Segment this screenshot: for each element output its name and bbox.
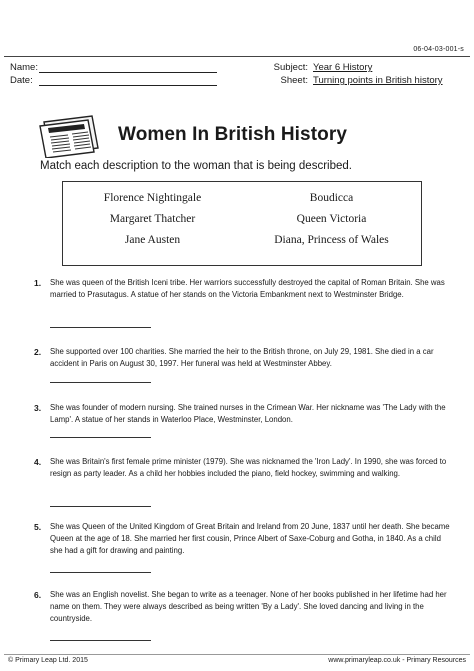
question-text: She was Queen of the United Kingdom of Great Britain and Ireland from 20 June, 1837 until her death. She became Queen at the age of 18. She married her first cousin, Prince Albert of Saxe-Coburg and Gotha, in 1840. As a child she had a gift for drawing and painting. (50, 522, 450, 555)
question-number: 2. (34, 347, 42, 357)
footer-copyright: © Primary Leap Ltd. 2015 (8, 657, 88, 664)
question-number: 6. (34, 590, 42, 600)
answer-line-2[interactable] (50, 382, 151, 383)
answer-line-5[interactable] (50, 572, 151, 573)
question-number: 3. (34, 403, 42, 413)
question-text: She supported over 100 charities. She married the heir to the British throne, on July 29, 1981. She died in a car accident in Paris on August 30, 1997. Her funeral was held at Westminster Abbey. (50, 347, 434, 368)
subject-value: Year 6 History (313, 62, 373, 73)
question-1 (34, 277, 454, 301)
question-6 (34, 589, 454, 625)
subject-label: Subject: (273, 62, 308, 73)
sheet-row (260, 75, 443, 86)
answer-line-3[interactable] (50, 437, 151, 438)
instructions: Match each description to the woman that is being described. (40, 160, 352, 172)
sheet-label: Sheet: (280, 75, 308, 86)
name-option: Jane Austen (124, 234, 181, 246)
answer-line-6[interactable] (50, 640, 151, 641)
question-4 (34, 456, 454, 480)
name-label: Name: (10, 62, 38, 73)
name-option: Florence Nightingale (103, 192, 202, 204)
footer-website[interactable]: www.primaryleap.co.uk - Primary Resources (328, 657, 466, 664)
word-bank (62, 181, 422, 266)
question-number: 4. (34, 457, 42, 467)
question-5 (34, 521, 454, 557)
answer-line-1[interactable] (50, 327, 151, 328)
sheet-code: 06-04-03-001-s (413, 46, 464, 53)
date-row (10, 75, 217, 86)
question-text: She was queen of the British Iceni tribe. Her warriors successfully destroyed the capital of Roman Britain. She was married to Prasutagus. A statue of her stands on the Victoria Embankment next to Westminster Bridge. (50, 278, 445, 299)
question-text: She was founder of modern nursing. She trained nurses in the Crimean War. Her nickname was 'The Lady with the Lamp'. A statue of her stands in Waterloo Place, Westminster, London. (50, 403, 446, 424)
header-rule (4, 56, 470, 57)
name-option: Boudicca (309, 192, 354, 204)
answer-line-4[interactable] (50, 506, 151, 507)
question-text: She was an English novelist. She began to write as a teenager. None of her books published in her lifetime had her name on them. They were always described as being written 'By a Lady'. She loved dancing and living in the countryside. (50, 590, 447, 623)
name-row (10, 62, 217, 73)
date-label: Date: (10, 75, 33, 86)
question-3 (34, 402, 454, 426)
subject-row (260, 62, 372, 73)
title-block (38, 112, 347, 158)
name-option: Diana, Princess of Wales (274, 234, 389, 246)
name-field[interactable] (39, 63, 217, 73)
names-grid (63, 182, 421, 246)
sheet-value: Turning points in British history (313, 75, 443, 86)
date-field[interactable] (39, 76, 217, 86)
question-2 (34, 346, 454, 370)
page-title: Women In British History (118, 124, 348, 145)
newspaper-icon (38, 112, 104, 158)
footer-rule (4, 654, 470, 655)
name-option: Margaret Thatcher (109, 213, 196, 225)
name-option: Queen Victoria (296, 213, 367, 225)
question-text: She was Britain's first female prime minister (1979). She was nicknamed the 'Iron Lady'. In 1990, she was forced to resign as party leader. As a child her hobbies included the piano, field hockey, swimming and walking. (50, 457, 447, 478)
question-number: 5. (34, 522, 42, 532)
question-number: 1. (34, 278, 42, 288)
